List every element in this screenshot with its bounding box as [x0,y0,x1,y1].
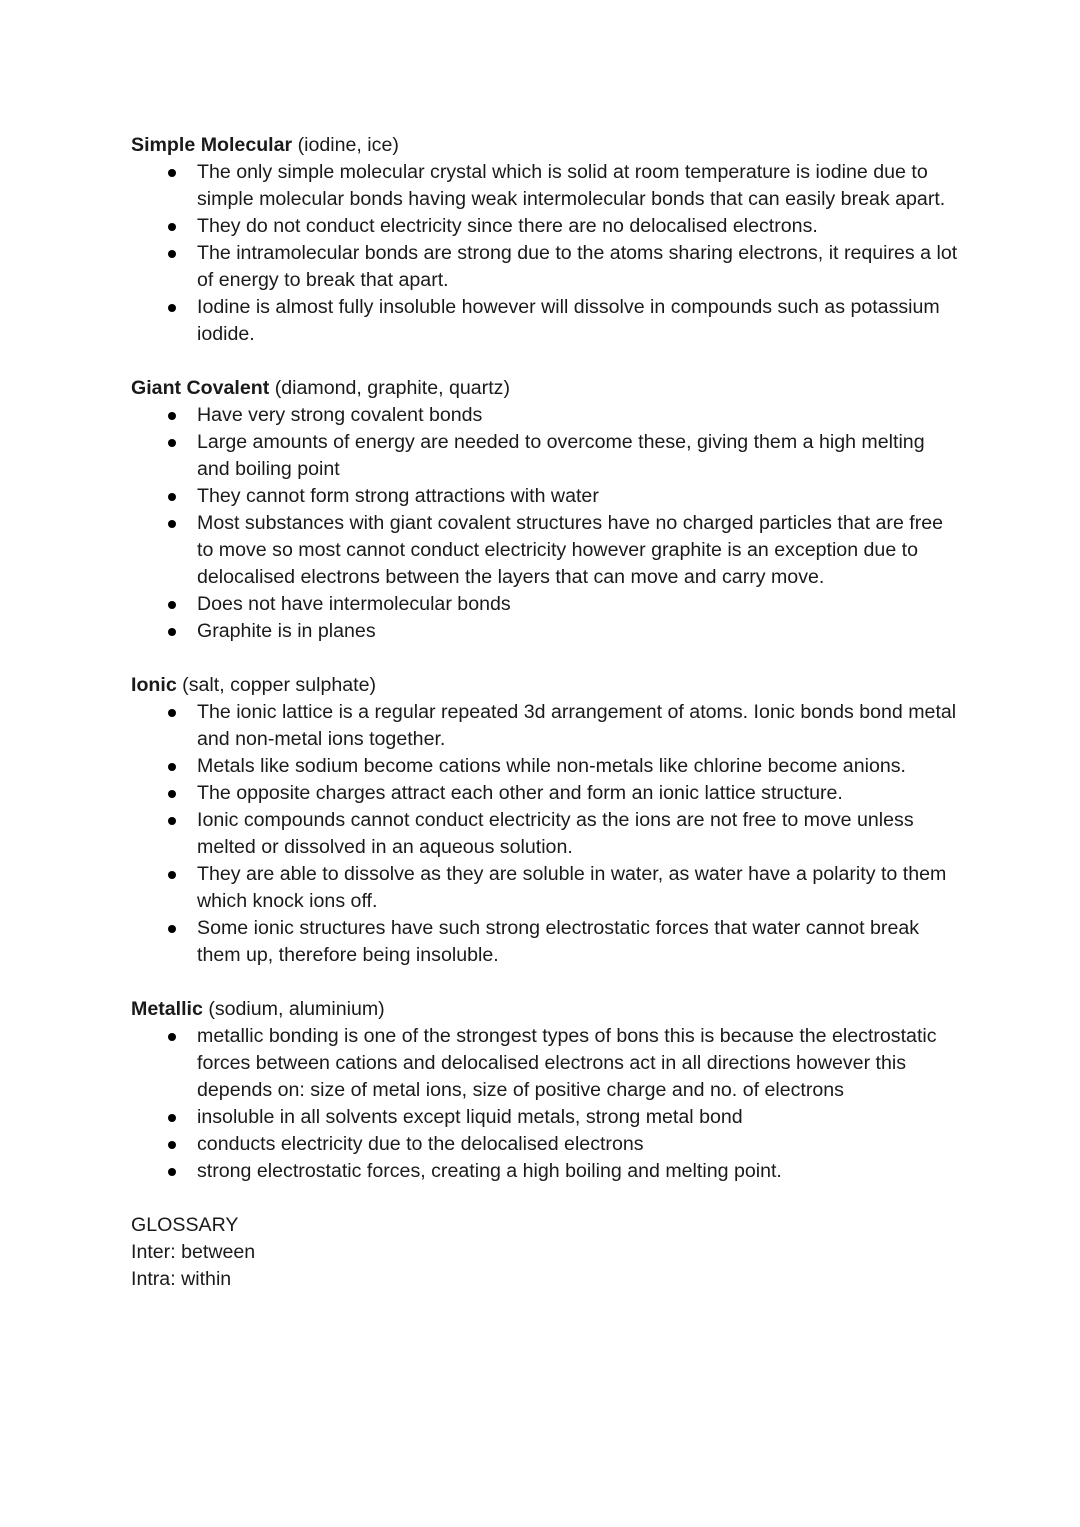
bullet-list [131,699,961,969]
bullet-item: They cannot form strong attractions with water [131,483,961,510]
bullet-item: The opposite charges attract each other and form an ionic lattice structure. [131,780,961,807]
bullet-item: Graphite is in planes [131,618,961,645]
glossary-heading: GLOSSARY [131,1214,239,1236]
bullet-item: The intramolecular bonds are strong due to the atoms sharing electrons, it requires a lot of energy to break that apart. [131,240,961,294]
bullet-item: They are able to dissolve as they are soluble in water, as water have a polarity to them which knock ions off. [131,861,961,915]
bullet-list [131,402,961,645]
bullet-item: Ionic compounds cannot conduct electricity as the ions are not free to move unless melted or dissolved in an aqueous solution. [131,807,961,861]
bullet-item: Some ionic structures have such strong electrostatic forces that water cannot break them up, therefore being insoluble. [131,915,961,969]
section-simple-molecular [131,132,961,348]
section-heading [131,132,961,159]
section-heading [131,996,961,1023]
bullet-item: Large amounts of energy are needed to overcome these, giving them a high melting and boiling point [131,429,961,483]
section-examples: (iodine, ice) [292,134,399,156]
bullet-item: conducts electricity due to the delocalised electrons [131,1131,961,1158]
bullet-item: Does not have intermolecular bonds [131,591,961,618]
bullet-item: They do not conduct electricity since there are no delocalised electrons. [131,213,961,240]
section-heading [131,672,961,699]
section-examples: (sodium, aluminium) [202,998,385,1020]
glossary [131,1212,961,1293]
section-title: Giant Covalent [131,377,270,399]
section-heading [131,375,961,402]
document-page [131,132,961,1293]
bullet-item: Iodine is almost fully insoluble however will dissolve in compounds such as potassium iodide. [131,294,961,348]
section-title: Metallic [131,998,203,1020]
section-metallic [131,996,961,1185]
section-title: Simple Molecular [131,134,293,156]
bullet-item: insoluble in all solvents except liquid metals, strong metal bond [131,1104,961,1131]
bullet-item: The ionic lattice is a regular repeated 3d arrangement of atoms. Ionic bonds bond metal and non-metal ions together. [131,699,961,753]
bullet-item: Metals like sodium become cations while non-metals like chlorine become anions. [131,753,961,780]
bullet-list [131,1023,961,1185]
bullet-item: metallic bonding is one of the strongest types of bons this is because the electrostatic forces between cations and delocalised electrons act in all directions however this depends on: size of metal ions, size of positive charge and no. of electrons [131,1023,961,1104]
bullet-item: The only simple molecular crystal which is solid at room temperature is iodine due to simple molecular bonds having weak intermolecular bonds that can easily break apart. [131,159,961,213]
section-examples: (salt, copper sulphate) [176,674,377,696]
section-giant-covalent [131,375,961,645]
bullet-item: strong electrostatic forces, creating a high boiling and melting point. [131,1158,961,1185]
glossary-entry: Intra: within [131,1268,232,1290]
section-title: Ionic [131,674,177,696]
section-ionic [131,672,961,969]
section-examples: (diamond, graphite, quartz) [269,377,510,399]
bullet-item: Have very strong covalent bonds [131,402,961,429]
bullet-list [131,159,961,348]
bullet-item: Most substances with giant covalent structures have no charged particles that are free to move so most cannot conduct electricity however graphite is an exception due to delocalised electrons between the layers that can move and carry move. [131,510,961,591]
glossary-entry: Inter: between [131,1241,256,1263]
